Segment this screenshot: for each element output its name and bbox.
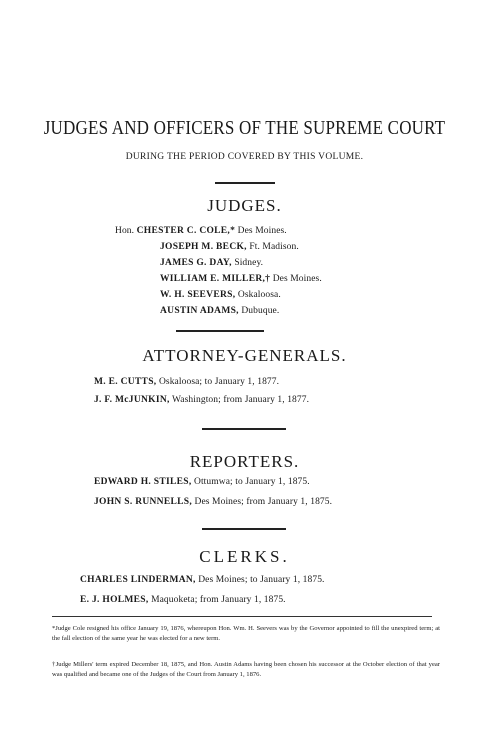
- clerks-heading: CLERKS.: [199, 547, 290, 566]
- judge-name: WILLIAM E. MILLER,†: [160, 274, 271, 284]
- judge-name: W. H. SEEVERS,: [160, 290, 236, 300]
- divider: [202, 528, 286, 530]
- attorney-detail: Washington; from January 1, 1877.: [171, 395, 310, 405]
- judge-name: AUSTIN ADAMS,: [160, 306, 239, 316]
- footnote: †Judge Millers' term expired December 18, 1875, and Hon. Austin Adams having been chosen his successor at the October election of that year was qualified and became one of the Judges of the Court from January 1, 1876.: [52, 661, 440, 678]
- divider: [215, 182, 275, 184]
- judge-entry: [160, 242, 299, 252]
- reporter-name: EDWARD H. STILES,: [94, 477, 192, 487]
- clerk-name: E. J. HOLMES,: [80, 595, 149, 605]
- attorney-name: M. E. CUTTS,: [94, 377, 157, 387]
- attorney-name: J. F. McJUNKIN,: [94, 395, 170, 405]
- page-subtitle: DURING THE PERIOD COVERED BY THIS VOLUME.: [125, 152, 364, 162]
- reporter-detail: Des Moines; from January 1, 1875.: [194, 497, 333, 507]
- judge-place: Dubuque.: [241, 306, 280, 316]
- judge-place: Ft. Madison.: [249, 242, 299, 252]
- clerk-entry: [80, 575, 325, 585]
- footnote: *Judge Cole resigned his office January 19, 1876, whereupon Hon. Wm. H. Seevers was by the Governor appointed to fill the unexpired term; at the fall election of the same year he was elected for a new term.: [52, 625, 440, 642]
- reporter-detail: Ottumwa; to January 1, 1875.: [193, 477, 310, 487]
- clerk-name: CHARLES LINDERMAN,: [80, 575, 196, 585]
- divider: [176, 330, 264, 332]
- clerk-entry: [80, 595, 286, 605]
- judge-place: Des Moines.: [272, 274, 322, 284]
- clerk-detail: Des Moines; to January 1, 1875.: [198, 575, 325, 585]
- reporter-name: JOHN S. RUNNELLS,: [94, 497, 193, 507]
- judge-prefix: Hon.: [115, 226, 135, 236]
- judge-entry: [160, 258, 263, 268]
- judge-name: JAMES G. DAY,: [160, 258, 232, 268]
- judge-entry: [160, 274, 322, 284]
- judge-entry: [115, 226, 287, 236]
- footnote-rule: [52, 616, 432, 617]
- attorney-detail: Oskaloosa; to January 1, 1877.: [158, 377, 280, 387]
- divider: [202, 428, 286, 430]
- judge-place: Des Moines.: [237, 226, 287, 236]
- judge-entry: [160, 290, 281, 300]
- judge-name: JOSEPH M. BECK,: [160, 242, 247, 252]
- judge-entry: [160, 306, 279, 316]
- judge-place: Oskaloosa.: [237, 290, 281, 300]
- reporters-heading: REPORTERS.: [189, 452, 300, 471]
- judge-place: Sidney.: [234, 258, 264, 268]
- clerk-detail: Maquoketa; from January 1, 1875.: [151, 595, 286, 605]
- reporter-entry: [94, 497, 332, 507]
- judge-name: CHESTER C. COLE,*: [136, 226, 236, 236]
- judges-heading: JUDGES.: [207, 196, 282, 215]
- page-title: JUDGES AND OFFICERS OF THE SUPREME COURT: [43, 116, 446, 139]
- attorney-entry: [94, 395, 309, 405]
- attorney-entry: [94, 377, 279, 387]
- reporter-entry: [94, 477, 310, 487]
- attorneys-heading: ATTORNEY-GENERALS.: [142, 346, 347, 365]
